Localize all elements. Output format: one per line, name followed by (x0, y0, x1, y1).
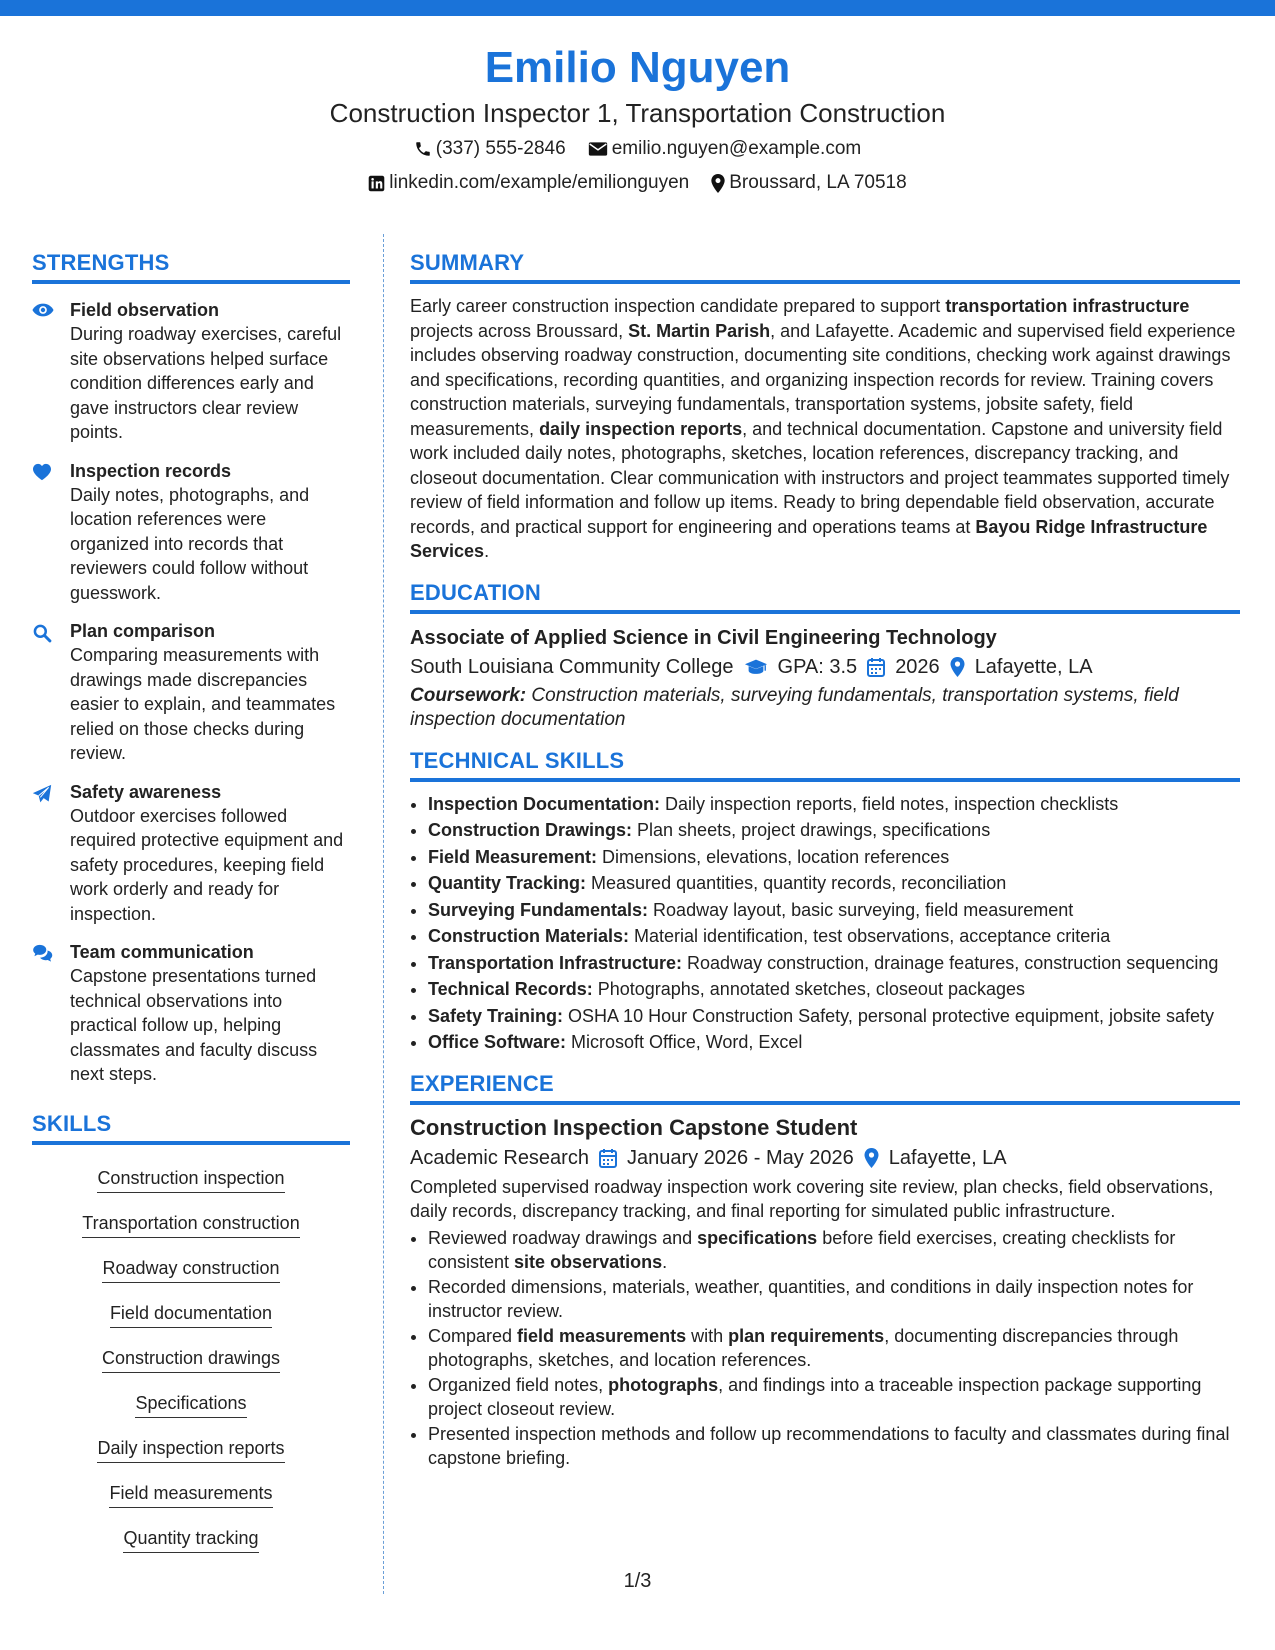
organization-name: Academic Research (410, 1146, 589, 1169)
skill-item: Field measurements (109, 1481, 272, 1508)
skill-label: Safety Training: (428, 1005, 564, 1026)
bullet-text: Reviewed roadway drawings and (428, 1227, 698, 1248)
graduation-year: 2026 (895, 655, 940, 678)
skills-heading: SKILLS (32, 1109, 350, 1145)
email-text[interactable]: emilio.nguyen@example.com (611, 138, 862, 159)
summary-highlight: Bayou Ridge Infrastructure Services (410, 516, 1208, 561)
strength-title: Safety awareness (70, 781, 222, 802)
skill-label: Quantity Tracking: (428, 873, 587, 893)
skill-label: Construction Materials: (428, 926, 630, 946)
skill-value: Microsoft Office, Word, Excel (566, 1032, 803, 1052)
summary-highlight: daily inspection reports (539, 418, 743, 439)
skill-item: Construction inspection (97, 1166, 284, 1193)
skill-value: Roadway layout, basic surveying, field measurement (648, 899, 1074, 920)
strength-description: During roadway exercises, careful site observations helped surface condition differences early and gave instructors clear review points. (70, 324, 342, 442)
summary-segment: Early career construction inspection candidate prepared to support (410, 296, 946, 316)
bullet-text: Recorded dimensions, materials, weather, quantities, and conditions in daily inspection notes for instructor review. (428, 1276, 1194, 1321)
skill-label: Office Software: (428, 1032, 567, 1052)
skill-value: OSHA 10 Hour Construction Safety, personal protective equipment, jobsite safety (563, 1005, 1215, 1026)
strength-title: Field observation (70, 300, 220, 320)
candidate-name: Emilio Nguyen (484, 43, 791, 92)
technical-skills-heading: TECHNICAL SKILLS (410, 746, 1240, 782)
skill-item: Construction drawings (102, 1346, 280, 1373)
strength-item (32, 298, 350, 445)
strength-item (32, 619, 350, 766)
summary-segment: . (484, 541, 490, 561)
strength-title: Plan comparison (70, 621, 216, 641)
bullet-highlight: specifications (697, 1227, 818, 1248)
list-item (428, 1030, 1240, 1055)
bullet-highlight: field measurements (517, 1325, 687, 1346)
skill-item: Field documentation (110, 1301, 272, 1328)
skill-item: Daily inspection reports (97, 1436, 284, 1463)
skill-value: Dimensions, elevations, location references (597, 846, 950, 867)
list-item (428, 818, 1240, 843)
list-item (428, 1226, 1240, 1275)
list-item (428, 792, 1240, 817)
column-divider (383, 234, 384, 1594)
linkedin-item[interactable] (368, 168, 689, 198)
strength-item (32, 940, 350, 1087)
coursework (410, 684, 1240, 732)
list-item (428, 845, 1240, 870)
strengths-heading: STRENGTHS (32, 248, 350, 284)
skill-value: Plan sheets, project drawings, specifications (632, 820, 991, 840)
skill-label: Technical Records: (428, 979, 593, 999)
education-details (410, 652, 1240, 682)
skill-value: Roadway construction, drainage features, construction sequencing (682, 952, 1219, 973)
bullet-text: Compared (428, 1325, 518, 1346)
experience-heading: EXPERIENCE (410, 1069, 1240, 1105)
bullet-text: , and findings into a traceable inspection package supporting project closeout review. (428, 1374, 1202, 1419)
gpa-text: GPA: 3.5 (777, 655, 858, 678)
phone-icon (414, 140, 432, 158)
skill-item: Transportation construction (82, 1211, 299, 1238)
skill-value: Material identification, test observations, acceptance criteria (629, 926, 1111, 946)
top-accent-bar (0, 0, 1275, 16)
job-description: Completed supervised roadway inspection work covering site review, plan checks, field observations, daily records, discrepancy tracking, and final reporting for simulated public infrastructure. (410, 1176, 1214, 1221)
map-pin-icon (950, 657, 965, 677)
strength-title: Inspection records (70, 460, 232, 481)
strength-title: Team communication (70, 942, 254, 962)
page-number: 1/3 (623, 1570, 652, 1592)
right-column (410, 248, 1240, 1471)
list-item (428, 898, 1240, 923)
strength-item (32, 459, 350, 606)
location-text: Broussard, LA 70518 (729, 172, 907, 193)
job-dates: January 2026 - May 2026 (626, 1146, 854, 1169)
job-location: Lafayette, LA (888, 1146, 1007, 1169)
linkedin-icon (368, 175, 385, 192)
strength-description: Capstone presentations turned technical observations into practical follow up, helping classmates and faculty discuss next steps. (70, 966, 318, 1084)
job-title: Construction Inspection Capstone Student (410, 1114, 858, 1140)
job-details (410, 1143, 1240, 1173)
skill-item: Roadway construction (102, 1256, 279, 1283)
skill-value: Measured quantities, quantity records, reconciliation (586, 873, 1007, 893)
skill-item: Specifications (135, 1391, 246, 1418)
summary-highlight: St. Martin Parish (628, 320, 771, 341)
map-pin-icon (711, 174, 725, 193)
school-name: South Louisiana Community College (410, 655, 734, 678)
bullet-text: , documenting discrepancies through photographs, sketches, and location references. (428, 1325, 1179, 1370)
skills-list (32, 1157, 350, 1562)
bullet-highlight: site observations (514, 1252, 663, 1272)
contact-row-2 (0, 168, 1275, 198)
graduation-cap-icon (744, 658, 768, 676)
skill-label: Inspection Documentation: (428, 793, 661, 814)
list-item (428, 1373, 1240, 1422)
degree-title: Associate of Applied Science in Civil Engineering Technology (410, 626, 997, 649)
strength-description: Comparing measurements with drawings made discrepancies easier to explain, and teammates relied on those checks during review. (70, 645, 336, 763)
school-location: Lafayette, LA (974, 655, 1093, 678)
bullet-highlight: photographs (608, 1374, 719, 1395)
summary-segment: projects across Broussard, (410, 320, 629, 341)
list-item (428, 1004, 1240, 1029)
list-item (428, 977, 1240, 1002)
bullet-text: with (686, 1325, 729, 1346)
skill-item: Quantity tracking (123, 1526, 258, 1553)
bullet-text: before field exercises, creating checklists for consistent (428, 1227, 1176, 1272)
resume-header (0, 40, 1275, 198)
linkedin-text[interactable]: linkedin.com/example/emilionguyen (389, 172, 690, 193)
bullet-highlight: plan requirements (728, 1325, 885, 1346)
strength-description: Daily notes, photographs, and location references were organized into records that reviewers could follow without guesswork. (70, 484, 310, 603)
email-item[interactable] (588, 134, 862, 164)
skill-label: Construction Drawings: (428, 820, 633, 840)
list-item (428, 1275, 1240, 1324)
contact-row-1 (0, 134, 1275, 164)
envelope-icon (588, 141, 608, 157)
list-item (428, 924, 1240, 949)
phone-text: (337) 555-2846 (435, 138, 566, 159)
summary-highlight: transportation infrastructure (945, 296, 1190, 316)
list-item (428, 1324, 1240, 1373)
bullet-text: Organized field notes, (428, 1374, 609, 1395)
eye-icon (32, 298, 70, 445)
list-item (428, 951, 1240, 976)
skill-value: Photographs, annotated sketches, closeout packages (592, 979, 1026, 999)
education-heading: EDUCATION (410, 578, 1240, 614)
left-column (32, 248, 350, 1562)
summary-segment: , and technical documentation. Capstone and university field work included daily notes, photographs, sketches, location references, discrepancy tracking, and closeout documentation. Clear communication with instructors and project teammates supported timely review of field information and follow up items. Ready to bring dependable field observation, accurate records, and practical support for engineering and operations teams at (410, 418, 1230, 537)
search-icon (32, 619, 70, 766)
calendar-icon (599, 1148, 617, 1168)
strength-item (32, 780, 350, 927)
strength-description: Outdoor exercises followed required protective equipment and safety procedures, keeping field work orderly and ready for inspection. (70, 805, 344, 924)
bullet-text: . (662, 1252, 668, 1272)
bullet-text: Presented inspection methods and follow up recommendations to faculty and classmates during final capstone briefing. (428, 1423, 1230, 1468)
map-pin-icon (864, 1148, 879, 1168)
list-item (428, 871, 1240, 896)
skill-value: Daily inspection reports, field notes, inspection checklists (660, 793, 1119, 814)
skill-label: Transportation Infrastructure: (428, 952, 683, 973)
paper-plane-icon (32, 780, 70, 927)
coursework-text: Construction materials, surveying fundamentals, transportation systems, field inspection documentation (410, 684, 1179, 730)
skill-label: Field Measurement: (428, 846, 598, 867)
comments-icon (32, 940, 70, 1087)
summary-heading: SUMMARY (410, 248, 1240, 284)
list-item (428, 1422, 1240, 1471)
location-item (711, 168, 906, 198)
candidate-title: Construction Inspector 1, Transportation Construction (329, 98, 946, 128)
coursework-label: Coursework: (410, 684, 527, 706)
skill-label: Surveying Fundamentals: (428, 899, 649, 920)
phone-item (414, 134, 566, 164)
heart-icon (32, 459, 70, 606)
summary-text (410, 294, 1240, 564)
job-bullets (410, 1226, 1240, 1471)
technical-skills-list (410, 792, 1240, 1055)
calendar-icon (867, 657, 885, 677)
summary-segment: , and Lafayette. Academic and supervised field experience includes observing roadway construction, documenting site conditions, checking work against drawings and specifications, recording quantities, and organizing inspection records for review. Training covers construction materials, surveying fundamentals, transportation systems, jobsite safety, field measurements, (410, 320, 1236, 439)
